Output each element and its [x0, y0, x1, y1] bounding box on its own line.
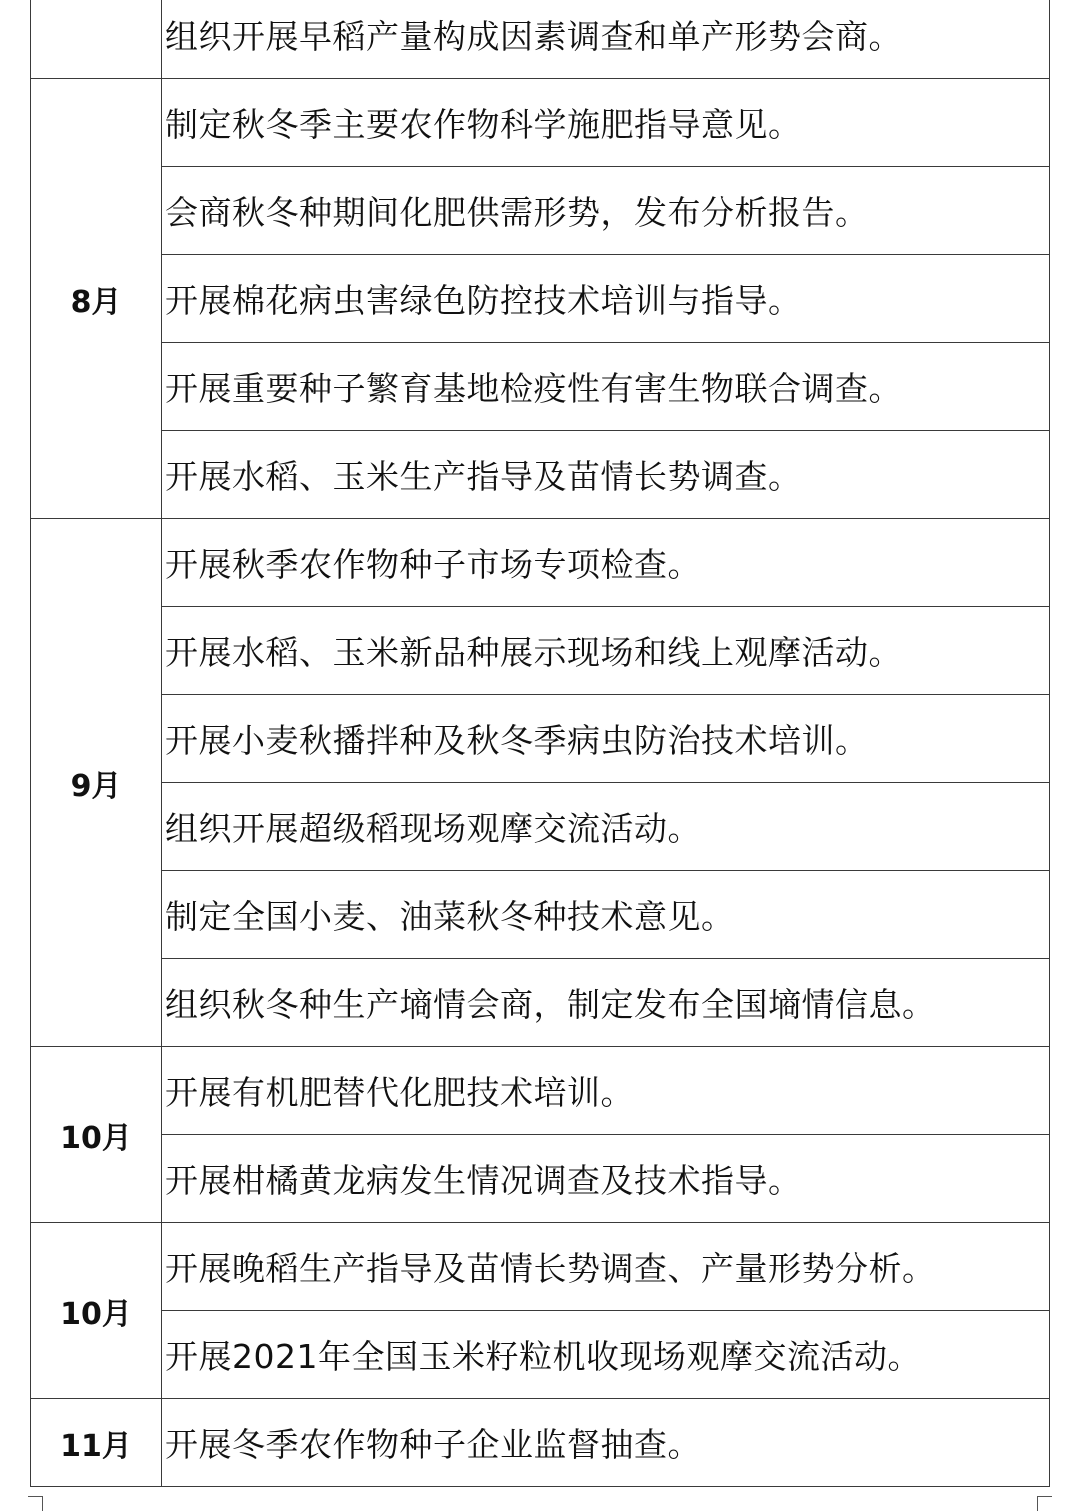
table-row: [31, 255, 1050, 343]
task-cell: 开展水稻、玉米新品种展示现场和线上观摩活动。: [162, 607, 1050, 695]
table-row: [31, 431, 1050, 519]
table-row: [31, 959, 1050, 1047]
page-corner-mark-right: [1037, 1496, 1052, 1511]
task-cell: 开展2021年全国玉米籽粒机收现场观摩交流活动。: [162, 1311, 1050, 1399]
task-cell: 开展水稻、玉米生产指导及苗情长势调查。: [162, 431, 1050, 519]
table-row: [31, 79, 1050, 167]
table-row: [31, 783, 1050, 871]
table-row: [31, 1223, 1050, 1311]
table-row: [31, 607, 1050, 695]
work-schedule-table: [30, 0, 1050, 1487]
month-cell: 9月: [31, 519, 162, 1047]
month-cell: 8月: [31, 79, 162, 519]
table-row: [31, 519, 1050, 607]
task-cell: 组织秋冬种生产墒情会商，制定发布全国墒情信息。: [162, 959, 1050, 1047]
task-cell: 会商秋冬种期间化肥供需形势，发布分析报告。: [162, 167, 1050, 255]
table-row: [31, 0, 1050, 79]
month-cell: 11月: [31, 1399, 162, 1487]
month-cell: 10月: [31, 1223, 162, 1399]
task-cell: 制定秋冬季主要农作物科学施肥指导意见。: [162, 79, 1050, 167]
task-cell: 开展棉花病虫害绿色防控技术培训与指导。: [162, 255, 1050, 343]
table-row: [31, 695, 1050, 783]
table-row: [31, 343, 1050, 431]
task-cell: 开展小麦秋播拌种及秋冬季病虫防治技术培训。: [162, 695, 1050, 783]
task-cell: 开展晚稻生产指导及苗情长势调查、产量形势分析。: [162, 1223, 1050, 1311]
page-corner-mark-left: [28, 1496, 43, 1511]
task-cell: 开展秋季农作物种子市场专项检查。: [162, 519, 1050, 607]
table-row: [31, 1399, 1050, 1487]
task-cell: 组织开展早稻产量构成因素调查和单产形势会商。: [162, 0, 1050, 79]
month-cell: [31, 0, 162, 79]
task-cell: 制定全国小麦、油菜秋冬种技术意见。: [162, 871, 1050, 959]
table-row: [31, 1047, 1050, 1135]
table-row: [31, 871, 1050, 959]
month-cell: 10月: [31, 1047, 162, 1223]
task-cell: 开展有机肥替代化肥技术培训。: [162, 1047, 1050, 1135]
task-cell: 开展柑橘黄龙病发生情况调查及技术指导。: [162, 1135, 1050, 1223]
task-cell: 组织开展超级稻现场观摩交流活动。: [162, 783, 1050, 871]
table-row: [31, 167, 1050, 255]
table-row: [31, 1311, 1050, 1399]
task-cell: 开展冬季农作物种子企业监督抽查。: [162, 1399, 1050, 1487]
task-cell: 开展重要种子繁育基地检疫性有害生物联合调查。: [162, 343, 1050, 431]
table-row: [31, 1135, 1050, 1223]
